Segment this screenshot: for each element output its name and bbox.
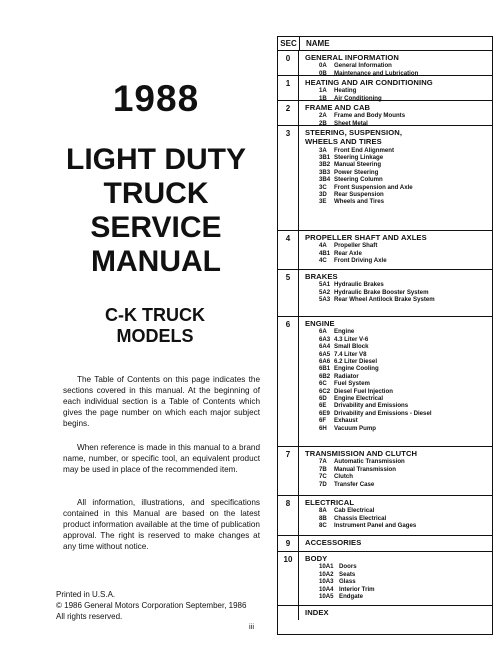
subsection-name: Steering Linkage [334, 154, 384, 161]
subsection-item[interactable] [305, 351, 492, 358]
subsection-code: 7A [319, 458, 327, 466]
subsection-item[interactable] [305, 458, 492, 465]
section-title: HEATING AND AIR CONDITIONING [305, 78, 433, 87]
section-body [299, 317, 492, 446]
subsection-item[interactable] [305, 373, 492, 380]
subsection-name: Front Driving Axle [334, 257, 387, 265]
subsection-code: 7B [319, 465, 327, 473]
subsection-code: 8B [319, 514, 327, 522]
models-line: MODELS [116, 326, 194, 346]
subsection-code: 10A4 [319, 585, 334, 593]
subsection-name: Power Steering [334, 168, 379, 176]
subsection-item[interactable] [305, 402, 492, 409]
toc-section[interactable] [278, 606, 492, 620]
subsection-item[interactable] [305, 198, 492, 205]
subsection-item[interactable] [305, 184, 492, 191]
subsection-name: Exhaust [334, 417, 358, 425]
subsection-item[interactable] [305, 522, 492, 529]
subsection-code: 4B1 [319, 249, 331, 257]
subsection-code: 6E9 [319, 409, 330, 417]
subsection-item[interactable] [305, 112, 492, 119]
toc-section[interactable] [278, 270, 492, 317]
subsection-name: Automatic Transmission [334, 458, 405, 466]
table-of-contents [277, 36, 493, 635]
subsection-item[interactable] [305, 466, 492, 473]
section-title: FRAME AND CAB [305, 103, 371, 112]
subsection-name: Maintenance and Lubrication [334, 69, 419, 77]
manual-title [60, 143, 252, 279]
title-line: TRUCK [103, 177, 209, 210]
section-number: 5 [278, 270, 299, 316]
footer-line: © 1986 General Motors Corporation September, 1986 [56, 601, 247, 610]
section-number: 3 [278, 126, 299, 230]
section-body [299, 126, 492, 230]
section-title: TRANSMISSION AND CLUTCH [305, 449, 418, 458]
sec-column-header: SEC [278, 37, 300, 50]
subsection-name: Clutch [334, 473, 353, 481]
section-title: GENERAL INFORMATION [305, 53, 400, 62]
subsection-item[interactable] [305, 289, 492, 296]
section-title: BODY [305, 554, 328, 563]
footer-line: Printed in U.S.A. [56, 590, 116, 599]
subsection-item[interactable] [305, 586, 492, 593]
section-body [299, 76, 492, 100]
section-number: 8 [278, 496, 299, 535]
models-line: C-K TRUCK [105, 305, 205, 325]
subsection-name: Steering Column [334, 176, 383, 184]
subsection-code: 3C [319, 183, 327, 191]
toc-section[interactable] [278, 496, 492, 536]
subsection-item[interactable] [305, 417, 492, 424]
subsection-item[interactable] [305, 425, 492, 432]
subsection-name: 6.2 Liter Diesel [334, 357, 378, 365]
section-body [299, 231, 492, 269]
subsection-item[interactable] [305, 147, 492, 154]
subsection-code: 4C [319, 257, 327, 265]
models-heading [80, 305, 230, 347]
section-body [299, 496, 492, 535]
subsection-code: 6F [319, 417, 327, 425]
page-number: iii [249, 622, 254, 631]
subsection-name: Cab Electrical [334, 507, 375, 515]
subsection-code: 5A1 [319, 281, 331, 289]
toc-section[interactable] [278, 536, 492, 552]
subsection-item[interactable] [305, 395, 492, 402]
subsection-name: Chassis Electrical [334, 514, 387, 522]
subsection-code: 3B1 [319, 154, 331, 161]
reference-paragraph: When reference is made in this manual to a brand name, number, or specific tool, an equivalent product may be used in place of the recommended item. [63, 443, 260, 474]
section-number: 7 [278, 447, 299, 495]
subsection-code: 10A1 [319, 563, 334, 571]
subsection-name: Transfer Case [334, 480, 375, 488]
subsection-item[interactable] [305, 154, 492, 161]
section-title: ELECTRICAL [305, 498, 355, 507]
subsection-item[interactable] [305, 365, 492, 372]
subsection-name: Sheet Metal [334, 119, 368, 127]
subsection-code: 4A [319, 242, 327, 250]
section-body [299, 101, 492, 125]
subsection-name: Engine Cooling [334, 365, 379, 373]
subsection-code: 7C [319, 473, 327, 481]
toc-section[interactable] [278, 552, 492, 606]
title-line: SERVICE [90, 211, 222, 244]
subsection-code: 3A [319, 146, 327, 154]
subsection-name: Heating [334, 87, 357, 95]
subsection-code: 1B [319, 94, 327, 102]
toc-section[interactable] [278, 101, 492, 126]
section-number: 10 [278, 552, 299, 605]
section-body [299, 552, 492, 605]
subsection-name: Manual Steering [334, 161, 382, 169]
subsection-name: Air Conditioning [334, 94, 382, 102]
section-title: ACCESSORIES [305, 538, 362, 547]
intro-paragraph: The Table of Contents on this page indicates the sections covered in this manual. At the beginning of each individual section is a Table of Contents which gives the page number on which each major subject begins. [63, 375, 260, 428]
subsection-item[interactable] [305, 169, 492, 176]
subsection-code: 6H [319, 424, 327, 432]
subsection-name: Endgate [339, 592, 364, 600]
subsection-code: 3B2 [319, 161, 331, 169]
section-title: ENGINE [305, 319, 335, 328]
subsection-name: 4.3 Liter V-6 [334, 335, 369, 343]
subsection-item[interactable] [305, 358, 492, 365]
section-title: BRAKES [305, 272, 338, 281]
subsection-code: 3B4 [319, 176, 331, 184]
subsection-item[interactable] [305, 161, 492, 168]
subsection-code: 7D [319, 480, 327, 488]
subsection-item[interactable] [305, 62, 492, 69]
section-title: INDEX [305, 608, 329, 617]
section-title: STEERING, SUSPENSION, [305, 128, 403, 137]
subsection-name: Instrument Panel and Gages [334, 522, 417, 530]
toc-section[interactable] [278, 447, 492, 496]
subsection-code: 8A [319, 507, 327, 515]
subsection-name: Wheels and Tires [334, 198, 385, 206]
subsection-item[interactable] [305, 380, 492, 387]
subsection-code: 6A3 [319, 335, 331, 343]
subsection-name: Glass [339, 578, 356, 586]
subsection-code: 5A2 [319, 288, 331, 296]
subsection-item[interactable] [305, 242, 492, 249]
subsection-name: Hydraulic Brakes [334, 281, 384, 289]
section-number: 4 [278, 231, 299, 269]
subsection-code: 6B2 [319, 372, 331, 380]
subsection-name: Drivability and Emissions - Diesel [334, 409, 432, 417]
subsection-name: 7.4 Liter V8 [334, 350, 367, 358]
section-number: 6 [278, 317, 299, 446]
subsection-code: 5A3 [319, 296, 331, 304]
subsection-code: 6A5 [319, 350, 331, 358]
toc-section[interactable] [278, 76, 492, 101]
subsection-item[interactable] [305, 328, 492, 335]
title-line: MANUAL [91, 245, 221, 278]
toc-rows [278, 51, 492, 620]
subsection-name: Drivability and Emissions [334, 402, 409, 410]
subsection-code: 6E [319, 402, 327, 410]
section-body [299, 447, 492, 495]
section-body [299, 270, 492, 316]
subsection-name: Frame and Body Mounts [334, 112, 406, 120]
subsection-code: 8C [319, 522, 327, 530]
subsection-code: 6A [319, 328, 327, 336]
copyright-footer [56, 589, 271, 622]
subsection-code: 2A [319, 112, 327, 120]
subsection-name: Engine [334, 328, 355, 336]
subsection-item[interactable] [305, 176, 492, 183]
section-body [299, 606, 492, 620]
subsection-code: 0B [319, 69, 327, 77]
subsection-code: 2B [319, 119, 327, 127]
subsection-item[interactable] [305, 296, 492, 303]
subsection-code: 3E [319, 198, 327, 206]
subsection-code: 3D [319, 191, 327, 199]
subsection-item[interactable] [305, 571, 492, 578]
subsection-item[interactable] [305, 388, 492, 395]
subsection-item[interactable] [305, 473, 492, 480]
toc-section[interactable] [278, 317, 492, 447]
subsection-name: Doors [339, 563, 357, 571]
subsection-name: Radiator [334, 372, 359, 380]
toc-section[interactable] [278, 126, 492, 231]
subsection-item[interactable] [305, 410, 492, 417]
subsection-code: 6C [319, 380, 327, 388]
section-body [299, 51, 492, 75]
section-number: 9 [278, 536, 299, 551]
section-number: 0 [278, 51, 299, 75]
subsection-item[interactable] [305, 191, 492, 198]
section-body [299, 536, 492, 551]
subsection-code: 6A6 [319, 357, 331, 365]
subsection-name: General Information [334, 62, 392, 70]
subsection-code: 6C2 [319, 387, 331, 395]
subsection-code: 1A [319, 87, 327, 95]
section-number: 1 [278, 76, 299, 100]
subsection-item[interactable] [305, 593, 492, 600]
subsection-code: 6B1 [319, 365, 331, 373]
subsection-item[interactable] [305, 87, 492, 94]
subsection-item[interactable] [305, 578, 492, 585]
subsection-name: Rear Wheel Antilock Brake System [334, 296, 435, 304]
subsection-item[interactable] [305, 343, 492, 350]
section-number [278, 606, 299, 620]
toc-section[interactable] [278, 51, 492, 76]
subsection-code: 10A3 [319, 578, 334, 586]
subsection-name: Small Block [334, 343, 369, 351]
subsection-name: Hydraulic Brake Booster System [334, 288, 429, 296]
subsection-item[interactable] [305, 515, 492, 522]
subsection-code: 10A5 [319, 592, 334, 600]
subsection-item[interactable] [305, 250, 492, 257]
name-column-header: NAME [306, 39, 330, 48]
subsection-name: Rear Suspension [334, 191, 384, 199]
subsection-name: Vacuum Pump [334, 424, 376, 432]
subsection-name: Engine Electrical [334, 394, 384, 402]
subsection-item[interactable] [305, 481, 492, 488]
subsection-item[interactable] [305, 507, 492, 514]
footer-line: All rights reserved. [56, 612, 123, 621]
subsection-name: Propeller Shaft [334, 242, 378, 250]
subsection-name: Front Suspension and Axle [334, 183, 413, 191]
subsection-name: Fuel System [334, 380, 370, 388]
subsection-name: Interior Trim [339, 585, 375, 593]
subsection-code: 3B3 [319, 168, 331, 176]
subsection-code: 6A4 [319, 343, 331, 351]
section-number: 2 [278, 101, 299, 125]
section-title: PROPELLER SHAFT AND AXLES [305, 233, 427, 242]
section-title: WHEELS AND TIRES [305, 137, 382, 147]
subsection-code: 10A2 [319, 570, 334, 578]
subsection-item[interactable] [305, 563, 492, 570]
subsection-code: 0A [319, 62, 327, 70]
subsection-name: Seats [339, 570, 356, 578]
subsection-code: 6D [319, 394, 327, 402]
toc-header [278, 37, 492, 51]
manual-year: 1988 [112, 78, 200, 119]
subsection-item[interactable] [305, 336, 492, 343]
subsection-name: Manual Transmission [334, 465, 396, 473]
title-line: LIGHT DUTY [66, 143, 246, 176]
toc-section[interactable] [278, 231, 492, 270]
disclaimer-paragraph: All information, illustrations, and specifications contained in this Manual are based on the latest product information available at the time of publication approval. The right is reserved to make changes at any time without notice. [63, 498, 260, 551]
subsection-name: Rear Axle [334, 249, 362, 257]
subsection-name: Front End Alignment [334, 146, 395, 154]
subsection-item[interactable] [305, 281, 492, 288]
subsection-name: Diesel Fuel Injection [334, 387, 393, 395]
subsection-item[interactable] [305, 257, 492, 264]
